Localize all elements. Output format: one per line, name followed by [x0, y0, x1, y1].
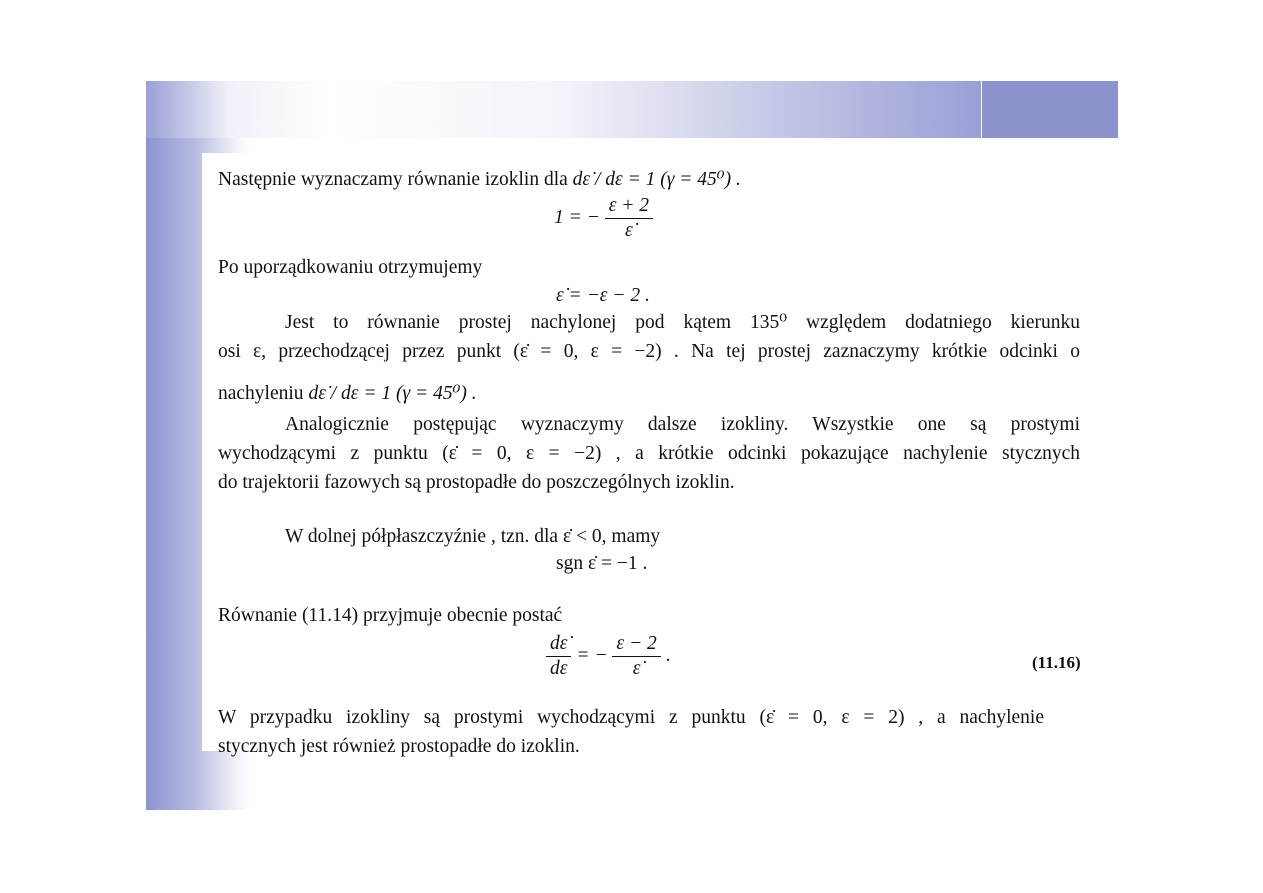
equation-1-numerator: ε + 2 [605, 195, 653, 219]
paragraph-4-line-1: Analogicznie postępując wyznaczymy dalsze izokliny. Wszystkie one są prostymi [285, 414, 1080, 435]
paragraph-2: Po uporządkowaniu otrzymujemy [218, 257, 483, 278]
equation-4-rhs-numerator: ε − 2 [612, 633, 660, 657]
equation-1-denominator: ε̇ [625, 220, 633, 241]
equation-1-lhs: 1 = − [554, 206, 600, 228]
top-gradient-band [146, 81, 981, 138]
paragraph-4-line-2: wychodzącymi z punktu (ε̇ = 0, ε = −2) , a krótkie odcinki pokazujące nachylenie stycznych [218, 443, 1080, 464]
paragraph-3-line-3-text: nachyleniu [218, 383, 304, 404]
slide [146, 81, 1118, 810]
paragraph-6: Równanie (11.14) przyjmuje obecnie postać [218, 605, 563, 626]
equation-number: (11.16) [1032, 653, 1081, 672]
slope-expression: dε̇ / dε = 1 (γ = 45⁰) . [572, 169, 741, 190]
paragraph-3-line-1: Jest to równanie prostej nachylonej pod kątem 135⁰ względem dodatniego kierunku [285, 312, 1080, 333]
paragraph-3-line-3 [218, 383, 477, 405]
paragraph-5: W dolnej półpłaszczyźnie , tzn. dla ε̇ < 0, mamy [285, 526, 661, 547]
equation-1-fraction [605, 195, 653, 242]
paragraph-1 [218, 169, 741, 191]
equation-4-lhs-denominator: dε [550, 658, 568, 679]
paragraph-1-text: Następnie wyznaczamy równanie izoklin dla [218, 169, 568, 190]
paragraph-7-line-1: W przypadku izokliny są prostymi wychodzącymi z punktu (ε̇ = 0, ε = 2) , a nachylenie [218, 707, 1044, 728]
equation-4 [546, 633, 670, 680]
equation-3: sgn ε̇ = −1 . [556, 553, 648, 574]
equation-4-lhs-fraction [546, 633, 571, 680]
text-panel-lower [202, 591, 1082, 757]
equation-1 [554, 195, 653, 242]
slope-expression-2: dε̇ / dε = 1 (γ = 45⁰) . [308, 383, 477, 404]
equation-4-period: . [665, 644, 671, 666]
paragraph-3-line-2: osi ε, przechodzącej przez punkt (ε̇ = 0, ε = −2) . Na tej prostej zaznaczymy krótkie odcinki o [218, 341, 1080, 362]
equation-4-rhs-denominator: ε̇ [632, 658, 641, 679]
equation-2: ε̇ = −ε − 2 . [556, 285, 650, 306]
corner-block [982, 81, 1118, 138]
equation-4-lhs-numerator: dε̇ [546, 633, 571, 657]
equation-4-rhs-fraction [612, 633, 660, 680]
paragraph-4-line-3: do trajektorii fazowych są prostopadłe do poszczególnych izoklin. [218, 472, 735, 493]
paragraph-7-line-2: stycznych jest również prostopadłe do izoklin. [218, 736, 580, 757]
equation-4-operator: = − [576, 644, 608, 666]
